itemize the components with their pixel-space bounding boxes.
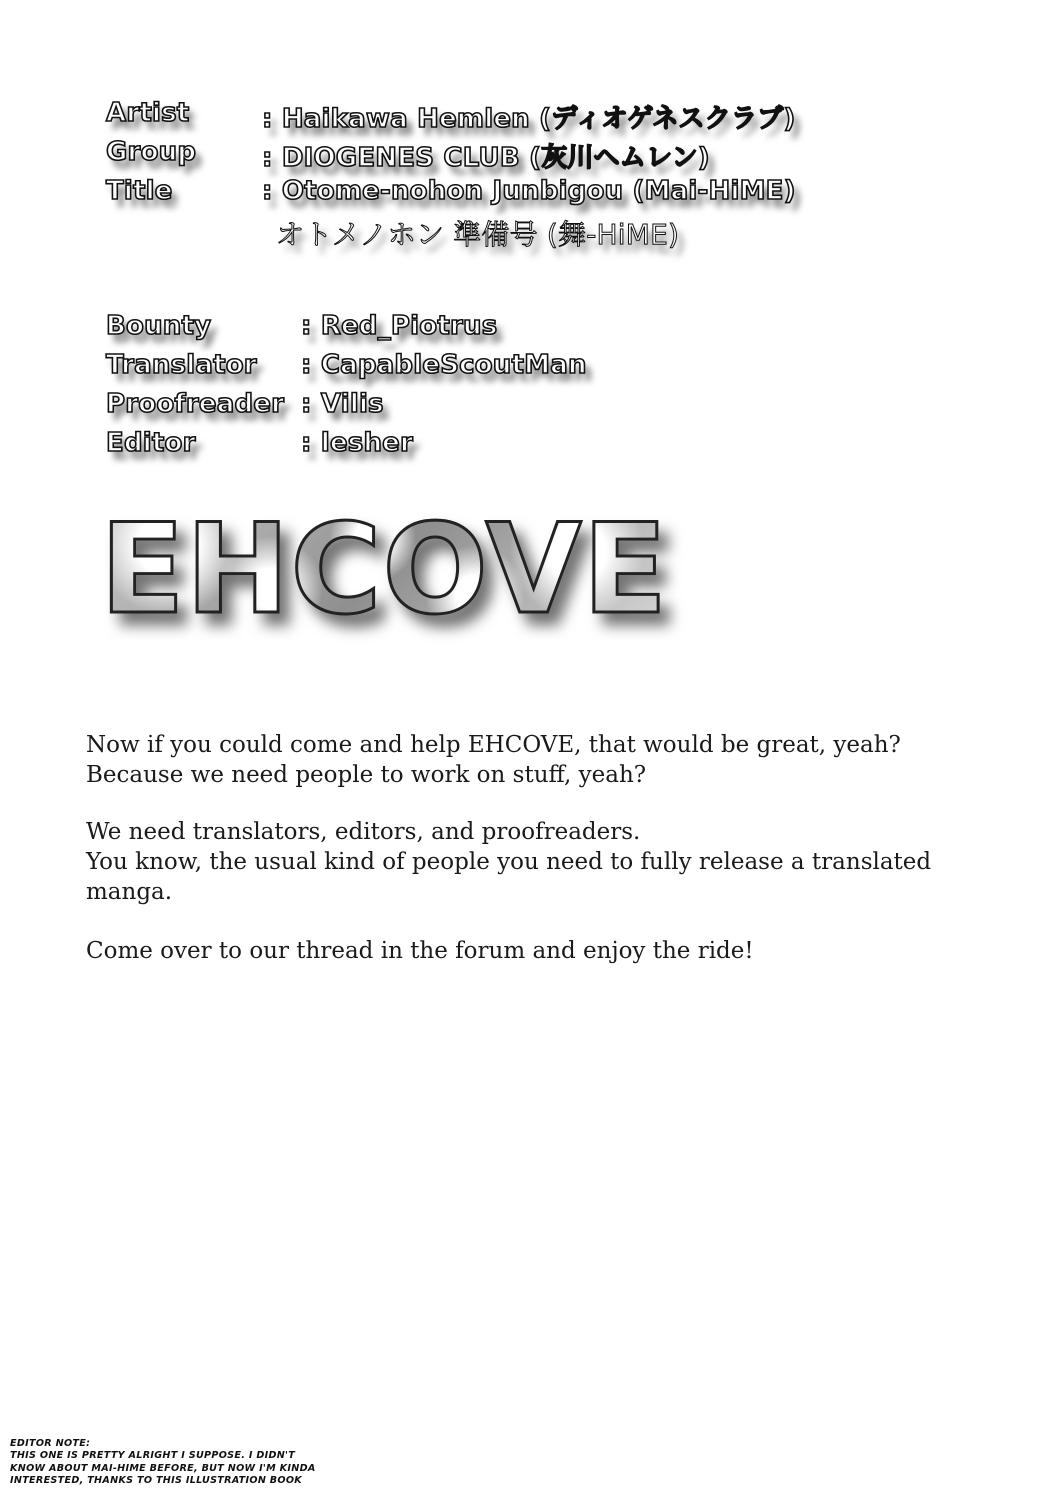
credits-staff (106, 311, 587, 467)
credit-value: : DIOGENES CLUB (灰川ヘムレン) (262, 143, 710, 173)
message-line: Because we need people to work on stuff, yeah? (86, 762, 647, 788)
editor-note-line: THIS ONE IS PRETTY ALRIGHT I SUPPOSE. I DIDN'T (10, 1450, 296, 1462)
credit-value: : lesher (301, 428, 414, 458)
message-line: We need translators, editors, and proofreaders. (86, 819, 641, 845)
title-japanese: オトメノホン 準備号 (舞-HiME) (276, 218, 680, 251)
credit-label: Bounty (106, 311, 212, 341)
recruitment-message (86, 730, 986, 966)
credit-value: : Haikawa Hemlen (ディオゲネスクラブ) (262, 104, 796, 134)
credit-value: : Otome-nohon Junbigou (Mai-HiME) (262, 176, 796, 206)
credit-row-bounty (106, 311, 587, 350)
credit-value: : Vilis (301, 389, 384, 419)
credit-row-translator (106, 350, 587, 389)
message-line: Now if you could come and help EHCOVE, that would be great, yeah? (86, 732, 901, 758)
editor-note-line: KNOW ABOUT MAI-HIME BEFORE, BUT NOW I'M KINDA (10, 1462, 316, 1474)
credit-label: Editor (106, 428, 196, 458)
credit-label: Artist (106, 98, 190, 128)
editor-note-line: INTERESTED, THANKS TO THIS ILLUSTRATION BOOK (10, 1474, 303, 1486)
message-line: You know, the usual kind of people you need to fully release a translated manga. (86, 849, 932, 905)
credit-row-artist (106, 98, 796, 137)
credit-label: Title (106, 176, 173, 206)
credit-value: : Red_Piotrus (301, 311, 498, 341)
credit-row-proofreader (106, 389, 587, 428)
credit-label: Translator (106, 350, 257, 380)
credit-label: Group (106, 137, 197, 167)
credit-row-editor (106, 428, 587, 467)
credits-header (106, 98, 796, 251)
credit-value: : CapableScoutMan (301, 350, 587, 380)
message-line: Come over to our thread in the forum and enjoy the ride! (86, 938, 754, 964)
credit-row-title (106, 176, 796, 215)
editor-note (10, 1438, 330, 1487)
credit-row-group (106, 137, 796, 176)
editor-note-heading: EDITOR NOTE: (10, 1438, 91, 1449)
credit-label: Proofreader (106, 389, 285, 419)
ehcove-logo: EHCOVE (100, 498, 669, 642)
